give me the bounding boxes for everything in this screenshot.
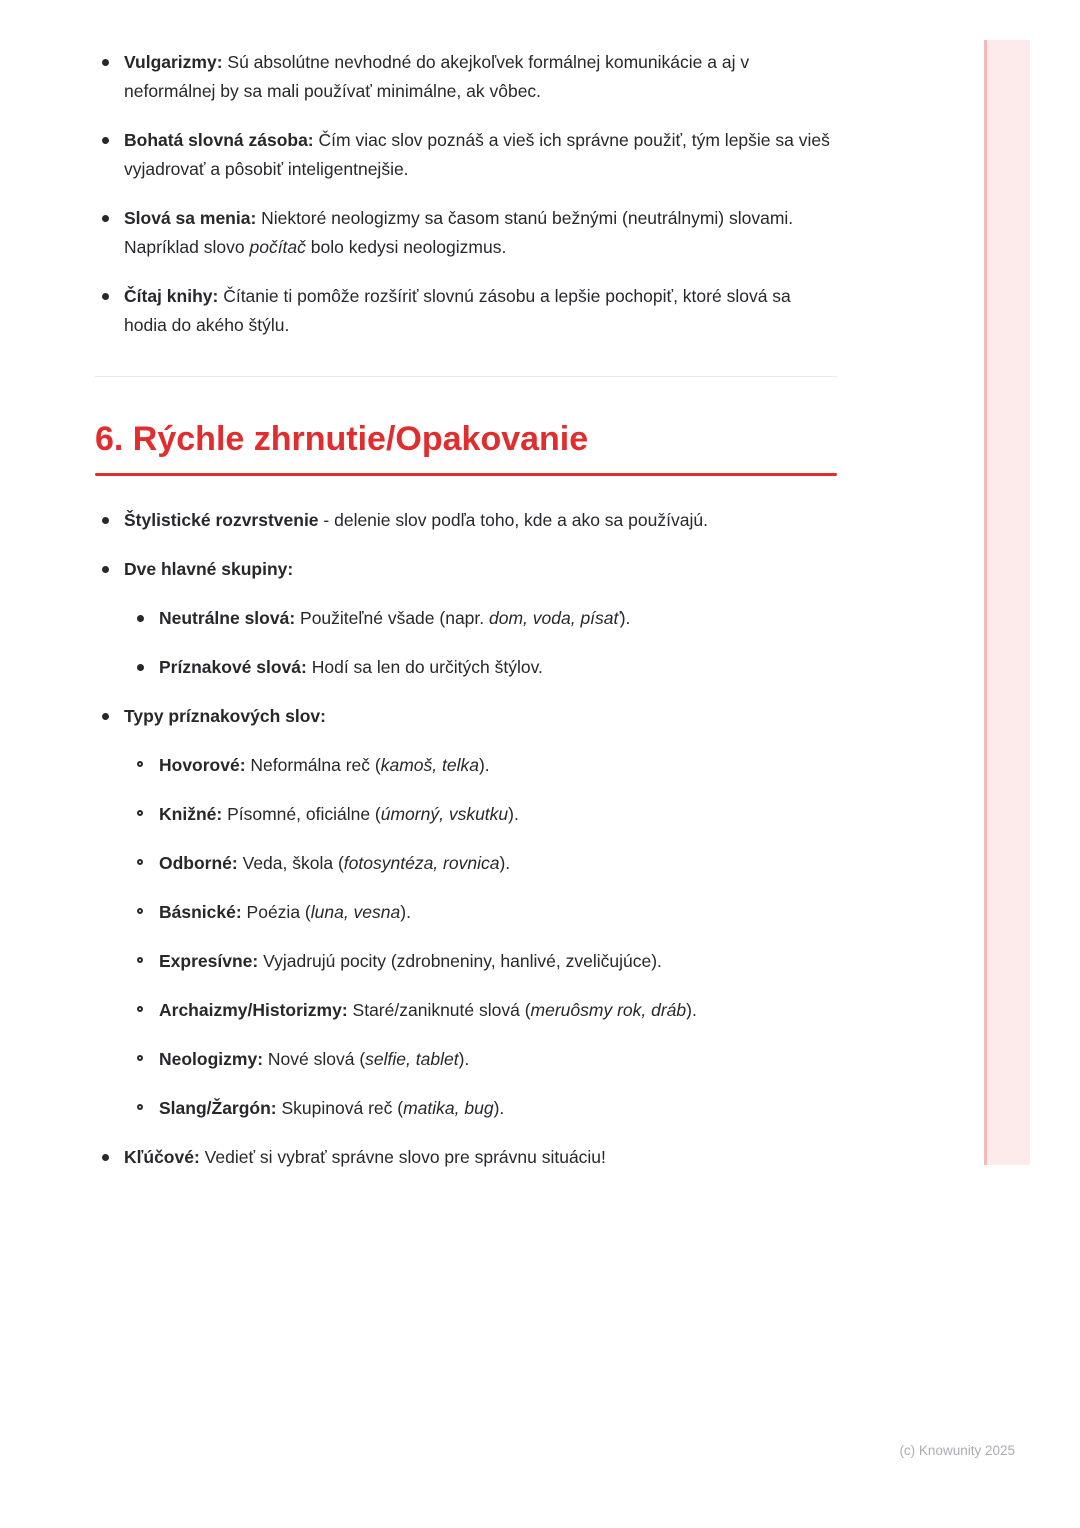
bullet-text xyxy=(159,1098,504,1118)
text-run: Hodí sa len do určitých štýlov. xyxy=(306,657,543,677)
top-bullet-list xyxy=(95,48,837,340)
bold-text: Expresívne: xyxy=(159,951,259,971)
bold-text: Slang/Žargón: xyxy=(159,1098,277,1118)
text-run: bolo kedysi neologizmus. xyxy=(305,237,507,257)
text-run: Použiteľné všade (napr. xyxy=(295,608,489,628)
bullet-text xyxy=(124,559,293,579)
bullet-text xyxy=(124,130,830,179)
text-run: Niektoré neologizmy sa časom stanú bežnými (neutrálnymi) slovami. Napríklad slovo xyxy=(124,208,794,257)
text-run: Neformálna reč ( xyxy=(245,755,381,775)
text-run: Písomné, oficiálne ( xyxy=(222,804,381,824)
text-run: Čím viac slov poznáš a vieš ich správne použiť, tým lepšie sa vieš vyjadrovať a pôsobiť inteligentnejšie. xyxy=(124,130,830,179)
bold-text: Bohatá slovná zásoba: xyxy=(124,130,314,150)
bullet-marker xyxy=(102,517,109,524)
bullet-marker xyxy=(137,957,143,963)
text-run: Veda, škola ( xyxy=(237,853,344,873)
bullet-marker xyxy=(137,1006,143,1012)
sub-list xyxy=(130,751,837,1123)
bold-text: Básnické: xyxy=(159,902,242,922)
bullet-marker xyxy=(102,1154,109,1161)
section-bullet-list xyxy=(95,506,837,1172)
text-run: Vyjadrujú pocity (zdrobneniny, hanlivé, zveličujúce). xyxy=(258,951,662,971)
text-run: - delenie slov podľa toho, kde a ako sa používajú. xyxy=(318,510,708,530)
list-item xyxy=(130,653,837,682)
bold-text: Typy príznakových slov: xyxy=(124,706,326,726)
sub-list xyxy=(130,604,837,682)
list-item xyxy=(130,947,837,976)
text-run: Nové slová ( xyxy=(263,1049,366,1069)
list-item xyxy=(95,555,837,584)
bullet-text xyxy=(159,902,411,922)
text-run: Skupinová reč ( xyxy=(276,1098,404,1118)
list-item xyxy=(130,996,837,1025)
text-run: Poézia ( xyxy=(241,902,311,922)
bullet-text xyxy=(124,286,791,335)
bullet-marker xyxy=(102,215,109,222)
bullet-marker xyxy=(102,713,109,720)
bold-text: Hovorové: xyxy=(159,755,246,775)
list-item xyxy=(95,126,837,184)
italic-text: luna, vesna xyxy=(310,902,401,922)
bold-text: Knižné: xyxy=(159,804,223,824)
bold-text: Neutrálne slová: xyxy=(159,608,296,628)
text-run: ). xyxy=(458,1049,470,1069)
bullet-marker xyxy=(137,1104,143,1110)
bullet-marker xyxy=(137,859,143,865)
list-item xyxy=(130,1045,837,1074)
bullet-text xyxy=(159,1000,697,1020)
list-item xyxy=(95,48,837,106)
list-item xyxy=(95,204,837,262)
bold-text: Archaizmy/Historizmy: xyxy=(159,1000,348,1020)
bullet-text xyxy=(159,804,519,824)
bullet-text xyxy=(159,951,662,971)
italic-text: meruôsmy rok, dráb xyxy=(530,1000,687,1020)
text-run: ). xyxy=(478,755,490,775)
text-run: ). xyxy=(499,853,511,873)
bold-text: Odborné: xyxy=(159,853,238,873)
list-item xyxy=(95,506,837,535)
italic-text: kamoš, telka xyxy=(380,755,479,775)
bold-text: Vulgarizmy: xyxy=(124,52,223,72)
list-item xyxy=(95,1143,837,1172)
list-item xyxy=(95,282,837,340)
bullet-text xyxy=(124,52,749,101)
bullet-text xyxy=(124,706,326,726)
italic-text: počítač xyxy=(249,237,306,257)
bullet-marker xyxy=(102,59,109,66)
document-content xyxy=(95,48,837,1192)
bold-text: Štylistické rozvrstvenie xyxy=(124,510,319,530)
text-run: Sú absolútne nevhodné do akejkoľvek formálnej komunikácie a aj v neformálnej by sa mali používať minimálne, ak vôbec. xyxy=(124,52,750,101)
list-item xyxy=(130,800,837,829)
list-item xyxy=(130,751,837,780)
section-divider xyxy=(95,376,837,377)
bullet-marker xyxy=(137,664,144,671)
list-item xyxy=(130,1094,837,1123)
bullet-marker xyxy=(137,810,143,816)
text-run: ). xyxy=(686,1000,697,1020)
bold-text: Príznakové slová: xyxy=(159,657,307,677)
bold-text: Kľúčové: xyxy=(124,1147,200,1167)
bullet-text xyxy=(159,608,630,628)
footer-copyright: (c) Knowunity 2025 xyxy=(899,1443,1015,1458)
bold-text: Neologizmy: xyxy=(159,1049,264,1069)
italic-text: dom, voda, písať xyxy=(489,608,620,628)
bold-text: Dve hlavné skupiny: xyxy=(124,559,294,579)
list-item xyxy=(130,849,837,878)
list-item xyxy=(95,702,837,731)
italic-text: selfie, tablet xyxy=(365,1049,459,1069)
text-run: Vedieť si vybrať správne slovo pre správnu situáciu! xyxy=(199,1147,606,1167)
section-title-underline xyxy=(95,473,837,476)
bold-text: Slová sa menia: xyxy=(124,208,257,228)
bold-text: Čítaj knihy: xyxy=(124,286,219,306)
text-run: Čítanie ti pomôže rozšíriť slovnú zásobu a lepšie pochopiť, ktoré slová sa hodia do akého štýlu. xyxy=(124,286,791,335)
bullet-marker xyxy=(137,761,143,767)
list-item xyxy=(130,604,837,633)
italic-text: úmorný, vskutku xyxy=(380,804,509,824)
text-run: Staré/zaniknuté slová ( xyxy=(347,1000,531,1020)
margin-highlight-bar xyxy=(984,40,1030,1165)
text-run: ). xyxy=(508,804,519,824)
bullet-text xyxy=(124,510,708,530)
list-item xyxy=(130,898,837,927)
bullet-marker xyxy=(137,908,143,914)
bullet-marker xyxy=(137,615,144,622)
bullet-marker xyxy=(102,137,109,144)
bullet-text xyxy=(159,853,510,873)
bullet-text xyxy=(124,1147,606,1167)
text-run: ). xyxy=(400,902,411,922)
bullet-text xyxy=(159,1049,469,1069)
bullet-marker xyxy=(102,293,109,300)
bullet-text xyxy=(159,657,543,677)
text-run: ). xyxy=(619,608,631,628)
bullet-text xyxy=(124,208,793,257)
text-run: ). xyxy=(493,1098,505,1118)
italic-text: fotosyntéza, rovnica xyxy=(343,853,500,873)
bullet-text xyxy=(159,755,490,775)
italic-text: matika, bug xyxy=(403,1098,494,1118)
bullet-marker xyxy=(137,1055,143,1061)
bullet-marker xyxy=(102,566,109,573)
section-title: 6. Rýchle zhrnutie/Opakovanie xyxy=(95,420,589,458)
